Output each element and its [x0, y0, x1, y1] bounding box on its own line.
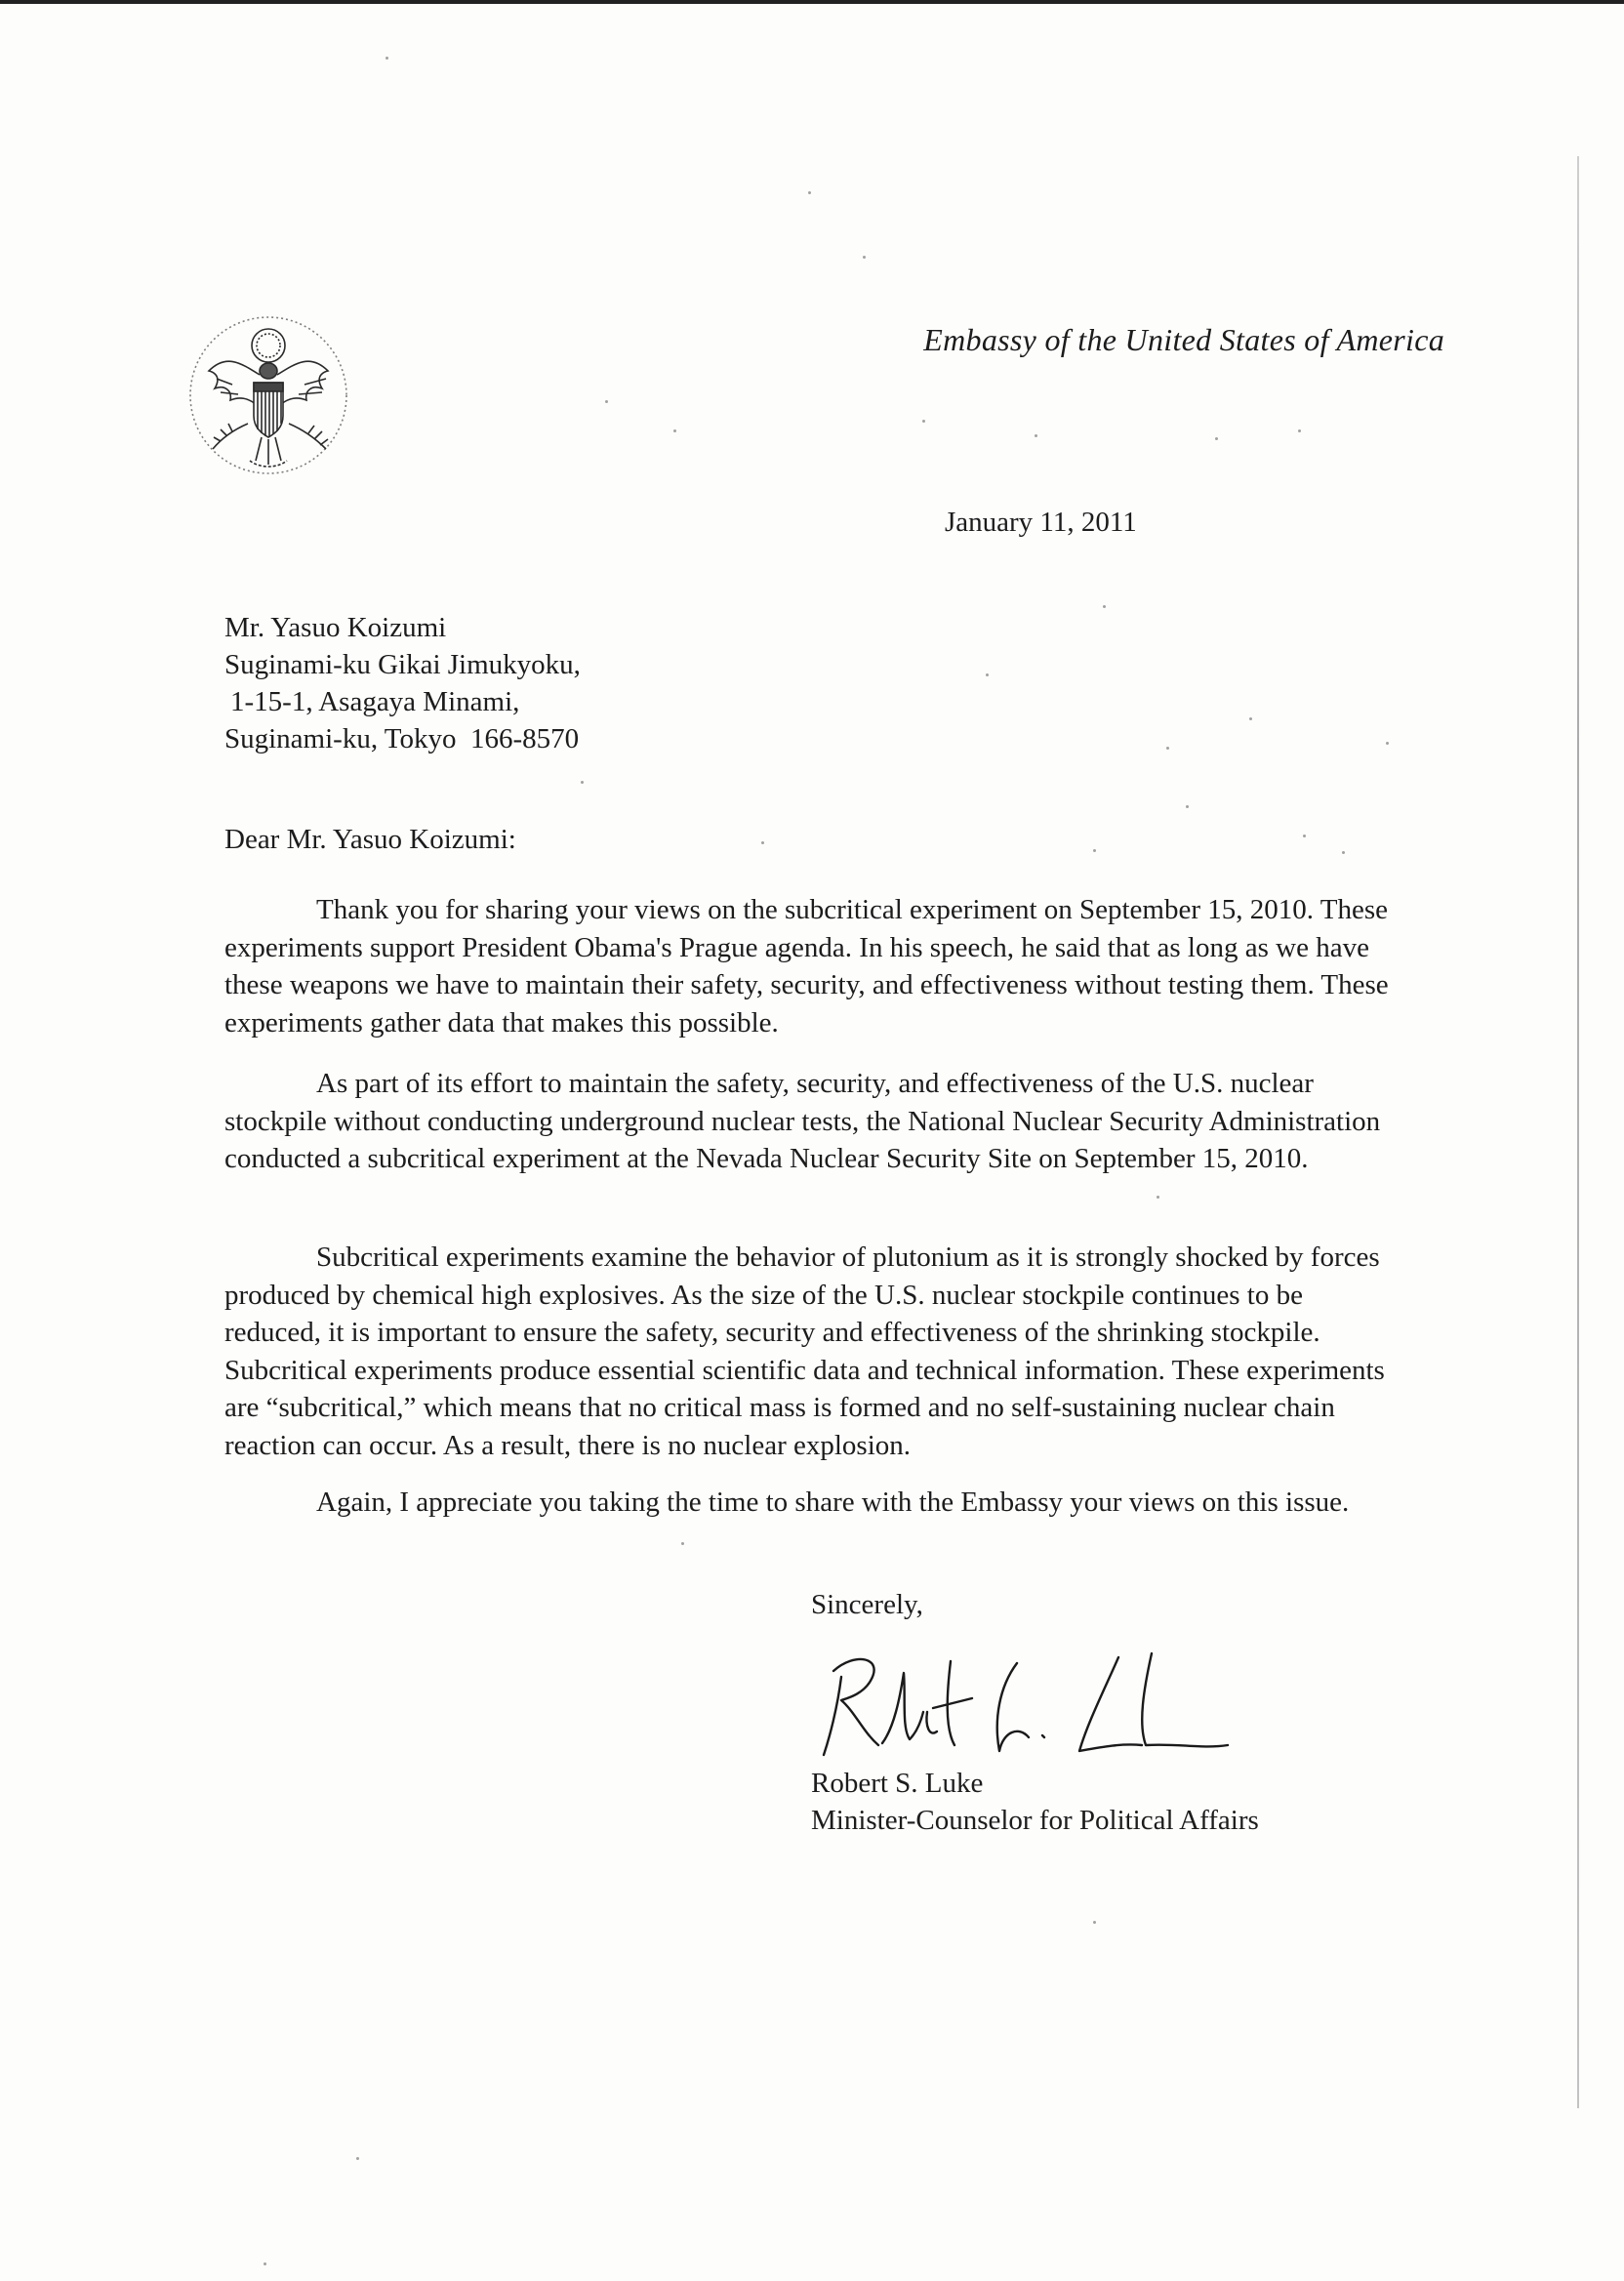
signer-title: Minister-Counselor for Political Affairs [811, 1805, 1259, 1836]
great-seal-icon [187, 314, 349, 476]
scan-speck [356, 2157, 359, 2160]
letter-date: January 11, 2011 [945, 507, 1137, 538]
scan-speck [808, 191, 811, 194]
address-line: Suginami-ku, Tokyo 166-8570 [224, 723, 580, 754]
body-paragraph: Subcritical experiments examine the behavior of plutonium as it is strongly shocked by forces produced by chemical high explosives. As the size of the U.S. nuclear stockpile continues to be reduced, it is important to ensure the safety, security and effectiveness of the shrinking stockpile. Subcritical experiments produce essential scientific data and technical information. These experiments are “subcritical,” which means that no critical mass is formed and no self-sustaining nuclear chain reaction can occur. As a result, there is no nuclear explosion. [224, 1242, 1385, 1461]
handwritten-signature-icon [808, 1630, 1257, 1767]
scan-speck [1215, 437, 1218, 440]
body-paragraph: Thank you for sharing your views on the subcritical experiment on September 15, 2010. These experiments support President Obama's Prague agenda. In his speech, he said that as long as we have these weapons we have to maintain their safety, security, and effectiveness without testing them. These experiments gather data that makes this possible. [224, 894, 1389, 1039]
scan-speck [1249, 717, 1252, 720]
scan-speck [386, 57, 388, 60]
address-line: 1-15-1, Asagaya Minami, [230, 686, 520, 717]
scan-speck [1035, 434, 1037, 437]
scan-speck [922, 420, 925, 423]
scan-speck [761, 841, 764, 844]
scan-speck [581, 781, 584, 784]
scan-speck [1386, 742, 1389, 745]
recipient-address [224, 609, 581, 757]
scan-speck [264, 2262, 266, 2265]
scan-speck [863, 256, 866, 259]
body-paragraph: Again, I appreciate you taking the time to share with the Embassy your views on this issue. [316, 1487, 1350, 1518]
scan-speck [986, 673, 989, 676]
scan-speck [673, 429, 676, 432]
scan-speck [1166, 747, 1169, 750]
address-line: Mr. Yasuo Koizumi [224, 612, 447, 643]
scan-speck [1103, 605, 1106, 608]
scan-speck [1186, 805, 1189, 808]
letterhead-title: Embassy of the United States of America [923, 322, 1444, 357]
salutation: Dear Mr. Yasuo Koizumi: [224, 824, 516, 855]
signer-name: Robert S. Luke [811, 1768, 984, 1799]
scan-speck [681, 1542, 684, 1545]
closing: Sincerely, [811, 1589, 923, 1620]
scan-speck [1157, 1196, 1159, 1199]
body-paragraph: As part of its effort to maintain the safety, security, and effectiveness of the U.S. nuclear stockpile without conducting underground nuclear tests, the National Nuclear Security Administration conducted a subcritical experiment at the Nevada Nuclear Security Site on September 15, 2010. [224, 1068, 1381, 1174]
scan-speck [1303, 835, 1306, 837]
scan-speck [1093, 849, 1096, 852]
scan-speck [1093, 1921, 1096, 1924]
scan-speck [605, 400, 608, 403]
scan-top-edge [0, 0, 1624, 4]
scan-speck [1298, 429, 1301, 432]
signer-block [811, 1765, 1259, 1839]
scan-margin-line [1577, 156, 1579, 2108]
address-line: Suginami-ku Gikai Jimukyoku, [224, 649, 581, 680]
scan-speck [1342, 851, 1345, 854]
